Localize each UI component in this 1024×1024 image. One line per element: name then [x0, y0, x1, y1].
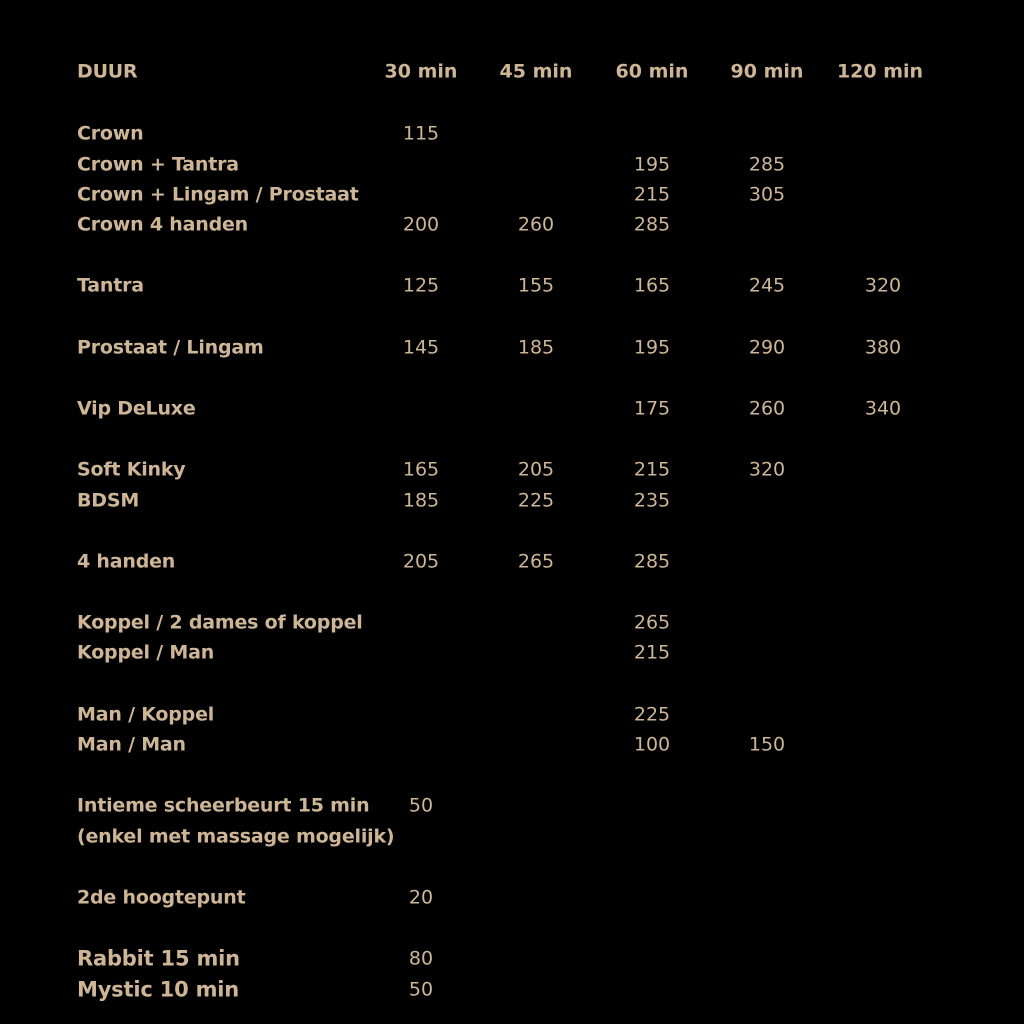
- price-120-min: 320: [864, 274, 902, 297]
- column-header-60-min: 60 min: [615, 60, 689, 83]
- price-30-min: 185: [402, 489, 440, 512]
- price-60-min: 215: [633, 458, 671, 481]
- extra-rabbit-name: Rabbit 15 min: [77, 946, 240, 971]
- price-60-min: 215: [633, 183, 671, 206]
- price-60-min: 195: [633, 336, 671, 359]
- price-30-min: 200: [402, 213, 440, 236]
- price-90-min: 290: [748, 336, 786, 359]
- price-60-min: 225: [633, 703, 671, 726]
- price-90-min: 260: [748, 397, 786, 420]
- service-name: Soft Kinky: [77, 458, 186, 481]
- extra-second-climax-price: 20: [408, 886, 434, 909]
- service-name: Prostaat / Lingam: [77, 336, 264, 359]
- price-60-min: 215: [633, 641, 671, 664]
- price-30-min: 125: [402, 274, 440, 297]
- extra-mystic-price: 50: [408, 978, 434, 1001]
- price-30-min: 115: [402, 122, 440, 145]
- extra-shave-name: Intieme scheerbeurt 15 min: [77, 794, 370, 817]
- service-name: Vip DeLuxe: [77, 397, 196, 420]
- price-90-min: 320: [748, 458, 786, 481]
- price-60-min: 285: [633, 213, 671, 236]
- service-name: Crown + Tantra: [77, 153, 239, 176]
- service-name: BDSM: [77, 489, 140, 512]
- service-name: Crown + Lingam / Prostaat: [77, 183, 359, 206]
- column-header-90-min: 90 min: [730, 60, 804, 83]
- price-45-min: 260: [517, 213, 555, 236]
- service-name: Man / Man: [77, 733, 186, 756]
- price-120-min: 340: [864, 397, 902, 420]
- extra-shave-note: (enkel met massage mogelijk): [77, 825, 395, 848]
- price-90-min: 245: [748, 274, 786, 297]
- service-name: Crown 4 handen: [77, 213, 248, 236]
- extra-shave-price: 50: [408, 794, 434, 817]
- price-60-min: 175: [633, 397, 671, 420]
- price-45-min: 205: [517, 458, 555, 481]
- service-name: 4 handen: [77, 550, 176, 573]
- extra-mystic-name: Mystic 10 min: [77, 977, 240, 1002]
- price-90-min: 150: [748, 733, 786, 756]
- price-120-min: 380: [864, 336, 902, 359]
- price-45-min: 225: [517, 489, 555, 512]
- price-60-min: 235: [633, 489, 671, 512]
- price-60-min: 100: [633, 733, 671, 756]
- price-30-min: 165: [402, 458, 440, 481]
- service-name: Koppel / Man: [77, 641, 215, 664]
- price-30-min: 145: [402, 336, 440, 359]
- price-45-min: 185: [517, 336, 555, 359]
- price-60-min: 285: [633, 550, 671, 573]
- column-header-30-min: 30 min: [384, 60, 458, 83]
- service-name: Tantra: [77, 274, 144, 297]
- price-30-min: 205: [402, 550, 440, 573]
- service-name: Man / Koppel: [77, 703, 215, 726]
- duration-header: DUUR: [77, 60, 138, 83]
- price-60-min: 265: [633, 611, 671, 634]
- price-45-min: 265: [517, 550, 555, 573]
- service-name: Crown: [77, 122, 144, 145]
- price-60-min: 195: [633, 153, 671, 176]
- column-header-45-min: 45 min: [499, 60, 573, 83]
- extra-second-climax-name: 2de hoogtepunt: [77, 886, 246, 909]
- price-60-min: 165: [633, 274, 671, 297]
- price-90-min: 285: [748, 153, 786, 176]
- extra-rabbit-price: 80: [408, 947, 434, 970]
- price-45-min: 155: [517, 274, 555, 297]
- service-name: Koppel / 2 dames of koppel: [77, 611, 363, 634]
- price-90-min: 305: [748, 183, 786, 206]
- column-header-120-min: 120 min: [836, 60, 924, 83]
